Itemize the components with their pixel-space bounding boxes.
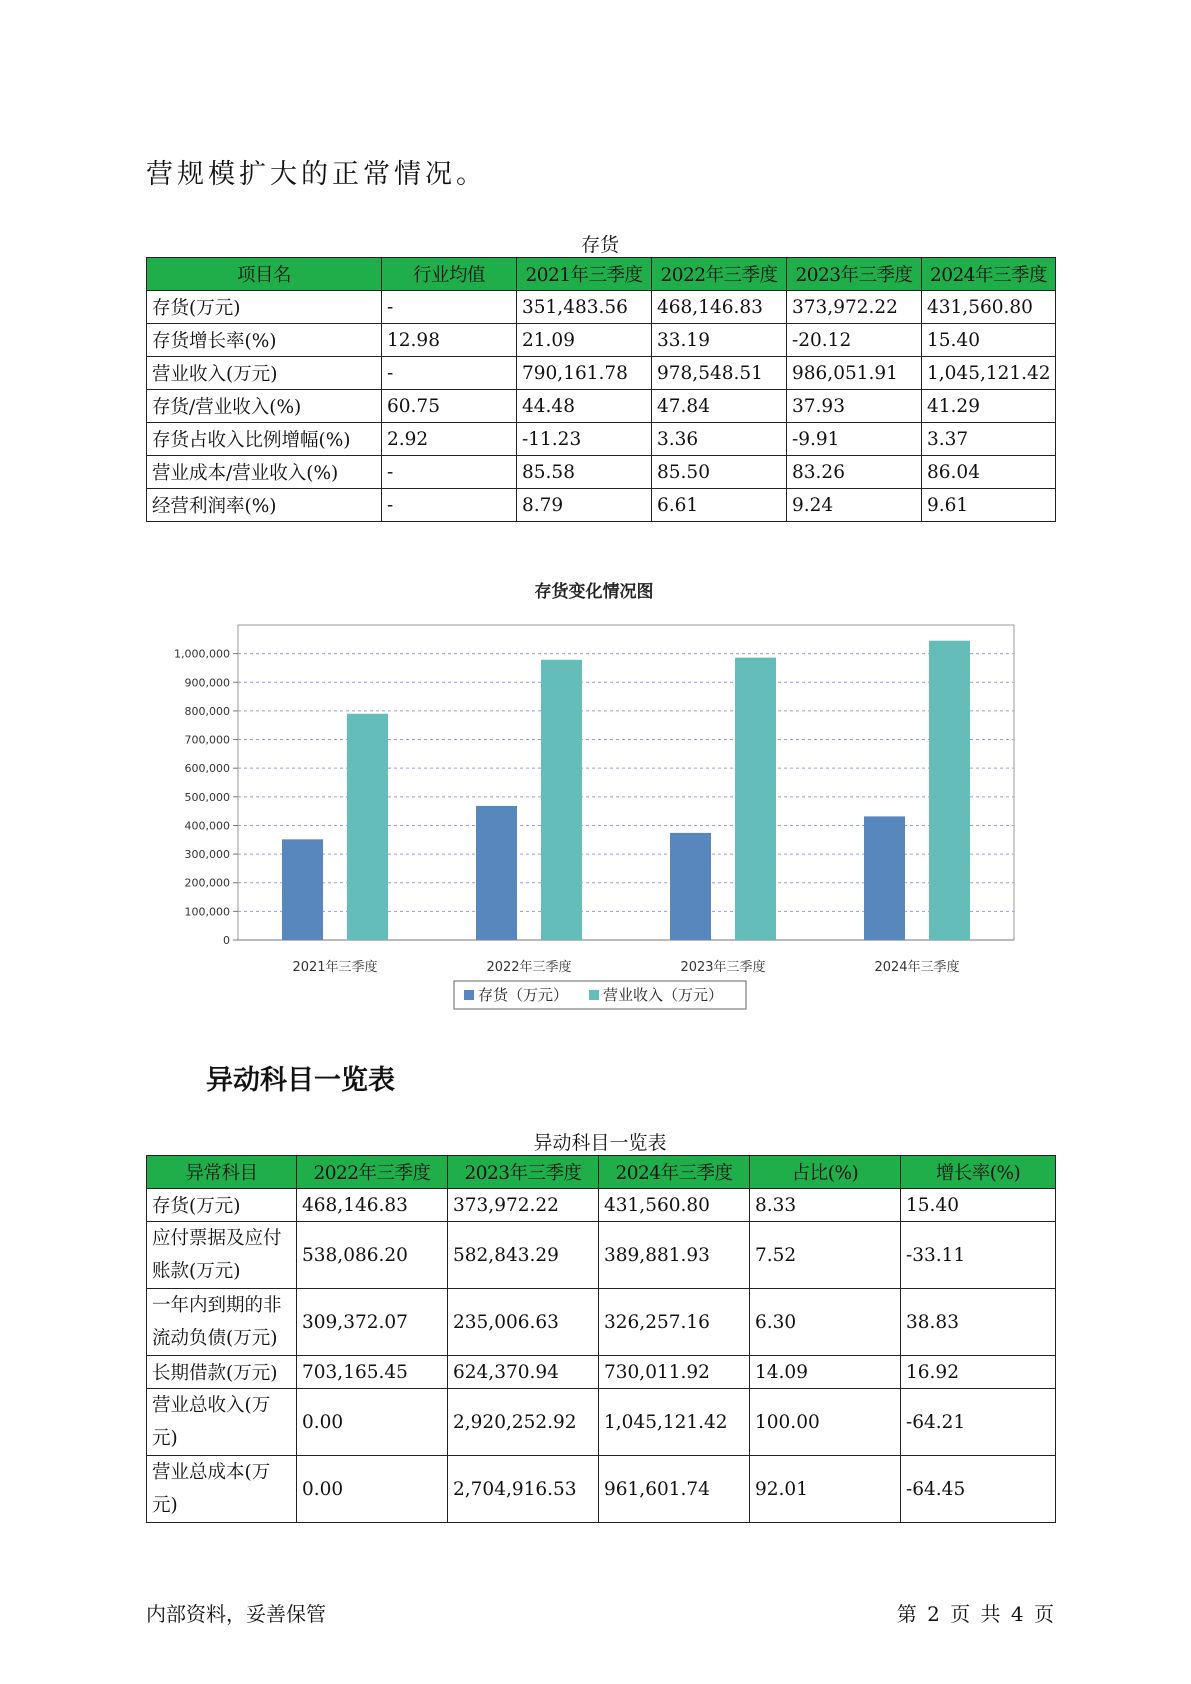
bar-revenue	[735, 658, 776, 940]
intro-text: 营规模扩大的正常情况。	[146, 159, 487, 190]
row-label-cell: 一年内到期的非流动负债(万元)	[147, 1289, 297, 1356]
column-header: 2021年三季度	[517, 258, 652, 291]
table-cell: 85.58	[517, 456, 652, 489]
table-cell: 373,972.22	[448, 1189, 599, 1222]
page-number: 第 2 页 共 4 页	[896, 1602, 1054, 1626]
row-label-cell: 营业总成本(万元)	[147, 1456, 297, 1523]
table-cell: -	[382, 291, 517, 324]
inventory-table	[146, 257, 1056, 522]
table-cell: -	[382, 357, 517, 390]
table-cell: 373,972.22	[787, 291, 922, 324]
footer-note: 内部资料，妥善保管	[146, 1602, 326, 1626]
table-cell: 582,843.29	[448, 1222, 599, 1289]
row-label-cell: 存货占收入比例增幅(%)	[147, 423, 382, 456]
table-cell: 7.52	[750, 1222, 901, 1289]
row-label-cell: 营业成本/营业收入(%)	[147, 456, 382, 489]
bar-inventory	[476, 806, 517, 940]
table-row	[147, 1189, 1056, 1222]
table-cell: 1,045,121.42	[922, 357, 1056, 390]
table-cell: 85.50	[652, 456, 787, 489]
table-cell: 389,881.93	[599, 1222, 750, 1289]
table-row	[147, 1456, 1056, 1523]
table-cell: 235,006.63	[448, 1289, 599, 1356]
table-cell: 86.04	[922, 456, 1056, 489]
table-cell: 6.30	[750, 1289, 901, 1356]
table-row	[147, 324, 1056, 357]
table-cell: 986,051.91	[787, 357, 922, 390]
table-cell: -64.21	[901, 1389, 1056, 1456]
table-cell: 468,146.83	[652, 291, 787, 324]
bar-revenue	[541, 660, 582, 940]
column-header: 增长率(%)	[901, 1156, 1056, 1189]
table-cell: 33.19	[652, 324, 787, 357]
x-tick-label: 2024年三季度	[874, 960, 960, 975]
row-label-cell: 经营利润率(%)	[147, 489, 382, 522]
table-cell: 0.00	[297, 1456, 448, 1523]
table-cell: 8.33	[750, 1189, 901, 1222]
table-cell: 468,146.83	[297, 1189, 448, 1222]
table-row	[147, 1389, 1056, 1456]
row-label-cell: 应付票据及应付账款(万元)	[147, 1222, 297, 1289]
table-cell: -	[382, 456, 517, 489]
anomaly-table	[146, 1155, 1056, 1523]
table-cell: 961,601.74	[599, 1456, 750, 1523]
table-cell: 83.26	[787, 456, 922, 489]
y-tick-label: 600,000	[184, 762, 230, 776]
row-label-cell: 存货增长率(%)	[147, 324, 382, 357]
table-row	[147, 456, 1056, 489]
table-row	[147, 423, 1056, 456]
table-cell: 16.92	[901, 1356, 1056, 1389]
table-cell: 730,011.92	[599, 1356, 750, 1389]
table-cell: 8.79	[517, 489, 652, 522]
table-row	[147, 1289, 1056, 1356]
table-row	[147, 489, 1056, 522]
table-cell: 92.01	[750, 1456, 901, 1523]
table-row	[147, 390, 1056, 423]
inventory-chart	[146, 577, 1042, 1031]
table-cell: 37.93	[787, 390, 922, 423]
bar-inventory	[670, 833, 711, 940]
table-cell: 3.37	[922, 423, 1056, 456]
table-cell: 2,704,916.53	[448, 1456, 599, 1523]
table-cell: -9.91	[787, 423, 922, 456]
table-cell: 431,560.80	[599, 1189, 750, 1222]
column-header: 2024年三季度	[922, 258, 1056, 291]
table-cell: 100.00	[750, 1389, 901, 1456]
column-header: 2022年三季度	[652, 258, 787, 291]
table-cell: 309,372.07	[297, 1289, 448, 1356]
legend-swatch	[589, 990, 599, 1000]
table-row	[147, 291, 1056, 324]
row-label-cell: 营业总收入(万元)	[147, 1389, 297, 1456]
table-cell: 12.98	[382, 324, 517, 357]
table-cell: 351,483.56	[517, 291, 652, 324]
table-cell: 2,920,252.92	[448, 1389, 599, 1456]
column-header: 2023年三季度	[787, 258, 922, 291]
y-tick-label: 700,000	[184, 733, 230, 747]
column-header: 行业均值	[382, 258, 517, 291]
table2-caption: 异动科目一览表	[533, 1132, 667, 1154]
y-tick-label: 1,000,000	[174, 647, 230, 661]
legend-swatch	[464, 990, 474, 1000]
column-header: 异常科目	[147, 1156, 297, 1189]
table-cell: 1,045,121.42	[599, 1389, 750, 1456]
bar-inventory	[282, 839, 323, 940]
table-cell: 6.61	[652, 489, 787, 522]
table-row	[147, 1222, 1056, 1289]
bar-inventory	[864, 816, 905, 940]
y-tick-label: 200,000	[184, 876, 230, 890]
table-cell: 538,086.20	[297, 1222, 448, 1289]
row-label-cell: 存货(万元)	[147, 291, 382, 324]
table-cell: 47.84	[652, 390, 787, 423]
table-cell: -33.11	[901, 1222, 1056, 1289]
table-cell: 431,560.80	[922, 291, 1056, 324]
y-tick-label: 900,000	[184, 676, 230, 690]
table-cell: 14.09	[750, 1356, 901, 1389]
table-cell: 15.40	[922, 324, 1056, 357]
y-tick-label: 100,000	[184, 905, 230, 919]
section-heading: 异动科目一览表	[206, 1065, 395, 1096]
chart-title: 存货变化情况图	[534, 582, 654, 602]
table-cell: 3.36	[652, 423, 787, 456]
bar-revenue	[929, 641, 970, 940]
row-label-cell: 长期借款(万元)	[147, 1356, 297, 1389]
x-tick-label: 2021年三季度	[292, 960, 378, 975]
row-label-cell: 存货(万元)	[147, 1189, 297, 1222]
y-tick-label: 400,000	[184, 819, 230, 833]
table-cell: 790,161.78	[517, 357, 652, 390]
table-cell: 41.29	[922, 390, 1056, 423]
table-cell: 60.75	[382, 390, 517, 423]
y-tick-label: 500,000	[184, 790, 230, 804]
table-cell: 326,257.16	[599, 1289, 750, 1356]
table-cell: -	[382, 489, 517, 522]
table-cell: 703,165.45	[297, 1356, 448, 1389]
y-tick-label: 300,000	[184, 848, 230, 862]
table-cell: 624,370.94	[448, 1356, 599, 1389]
bar-revenue	[347, 714, 388, 940]
y-tick-label: 800,000	[184, 704, 230, 718]
table-cell: -64.45	[901, 1456, 1056, 1523]
column-header: 2024年三季度	[599, 1156, 750, 1189]
chart-svg	[146, 577, 1042, 1027]
table-row	[147, 357, 1056, 390]
row-label-cell: 存货/营业收入(%)	[147, 390, 382, 423]
table-cell: 44.48	[517, 390, 652, 423]
x-tick-label: 2022年三季度	[486, 960, 572, 975]
column-header: 项目名	[147, 258, 382, 291]
column-header: 占比(%)	[750, 1156, 901, 1189]
table-cell: 21.09	[517, 324, 652, 357]
column-header: 2022年三季度	[297, 1156, 448, 1189]
column-header: 2023年三季度	[448, 1156, 599, 1189]
table-cell: 978,548.51	[652, 357, 787, 390]
table-cell: -11.23	[517, 423, 652, 456]
table-cell: 9.24	[787, 489, 922, 522]
table-header-row	[147, 1156, 1056, 1189]
table-cell: 9.61	[922, 489, 1056, 522]
table-cell: 2.92	[382, 423, 517, 456]
table1-caption: 存货	[580, 234, 619, 256]
row-label-cell: 营业收入(万元)	[147, 357, 382, 390]
table-cell: 0.00	[297, 1389, 448, 1456]
table-cell: 38.83	[901, 1289, 1056, 1356]
table-header-row	[147, 258, 1056, 291]
table-cell: -20.12	[787, 324, 922, 357]
legend-label: 存货（万元）	[478, 986, 569, 1004]
x-tick-label: 2023年三季度	[680, 960, 766, 975]
table-row	[147, 1356, 1056, 1389]
y-tick-label: 0	[223, 934, 230, 947]
table-cell: 15.40	[901, 1189, 1056, 1222]
legend-label: 营业收入（万元）	[603, 986, 724, 1004]
